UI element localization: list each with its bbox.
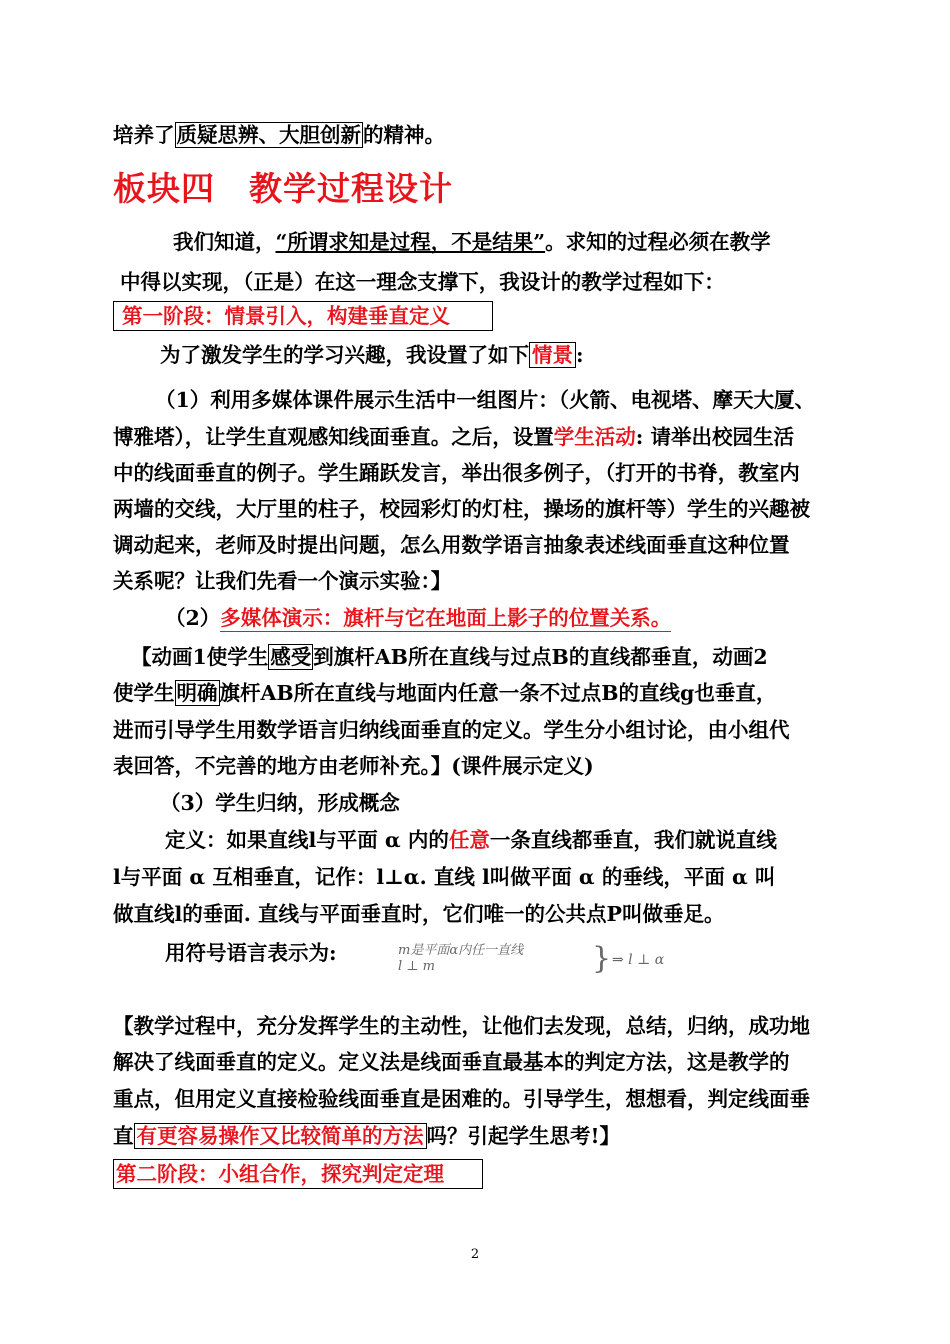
formula-image <box>398 941 688 980</box>
para1-line1 <box>173 229 771 255</box>
formula-line2: l ⊥ m <box>398 959 435 974</box>
para5-line3: 进而引导学生用数学语言归纳线面垂直的定义。学生分小组讨论，由小组代 <box>113 718 790 742</box>
para9-boxed-red-text: 有更容易操作又比较简单的方法 <box>134 1123 427 1149</box>
intro-text-before: 培养了 <box>113 123 175 147</box>
para7-text-b: 一条直线都垂直，我们就说直线 <box>489 828 777 852</box>
intro-text-after: 的精神。 <box>363 123 445 147</box>
para2-text: 为了激发学生的学习兴趣，我设置了如下 <box>160 343 529 367</box>
formula-brace: } <box>592 941 612 976</box>
para7-red-text: 任意 <box>448 828 490 852</box>
para8-line: 用符号语言表示为: <box>165 941 337 965</box>
para5-text-b: 到旗杆AB所在直线与过点B的直线都垂直，动画2 <box>313 645 768 669</box>
para4-line <box>165 605 671 631</box>
para3-red-text: 学生活动 <box>553 425 636 449</box>
para7-line2: l与平面 α 互相垂直，记作：l⊥α. 直线 l叫做平面 α 的垂线，平面 α 叫 <box>113 865 776 889</box>
para9-text-b: 吗？引起学生思考!】 <box>426 1124 620 1148</box>
para5-line1 <box>131 644 768 670</box>
para2-boxed-text: 情景 <box>529 342 576 368</box>
para3-text-b: : 请举出校园生活 <box>635 425 794 449</box>
para9-line2: 解决了线面垂直的定义。定义法是线面垂直最基本的判定方法，这是教学的 <box>113 1050 790 1074</box>
para5-line4: 表回答，不完善的地方由老师补充。】(课件展示定义) <box>113 754 594 778</box>
stage1-banner: 第一阶段：情景引入，构建垂直定义 <box>113 301 493 331</box>
para6-line: （3）学生归纳，形成概念 <box>160 791 400 815</box>
para2-line <box>160 342 584 368</box>
para3-line4: 两墙的交线，大厅里的柱子，校园彩灯的灯柱，操场的旗杆等）学生的兴趣被 <box>113 497 810 521</box>
para7-line3: 做直线l的垂面. 直线与平面垂直时，它们唯一的公共点P叫做垂足。 <box>113 902 725 926</box>
formula-line1: m是平面α内任一直线 <box>398 943 524 958</box>
para9-line1: 【教学过程中，充分发挥学生的主动性，让他们去发现，总结，归纳，成功地 <box>113 1014 810 1038</box>
para7-text-a: 定义：如果直线l与平面 α 内的 <box>165 828 449 852</box>
page-number: 2 <box>470 1247 480 1262</box>
para1-text-a: 我们知道， <box>173 230 276 254</box>
para3-line1: （1）利用多媒体课件展示生活中一组图片：（火箭、电视塔、摩天大厦、 <box>155 388 816 412</box>
para3-text-a: 博雅塔），让学生直观感知线面垂直。之后，设置 <box>113 425 554 449</box>
para9-line3: 重点，但用定义直接检验线面垂直是困难的。引导学生，想想看，判定线面垂 <box>113 1087 810 1111</box>
para3-line6: 关系呢？让我们先看一个演示实验：】 <box>113 569 452 593</box>
para5-boxed-1: 感受 <box>270 645 312 669</box>
para3-line2 <box>113 424 794 450</box>
para2-colon: : <box>576 343 584 367</box>
para5-line2 <box>113 680 776 706</box>
para3-line5: 调动起来，老师及时提出问题，怎么用数学语言抽象表述线面垂直这种位置 <box>113 533 790 557</box>
formula-result: ⇒ l ⊥ α <box>612 952 665 968</box>
para7-line1 <box>165 827 777 853</box>
para4-red-text: 多媒体演示：旗杆与它在地面上影子的位置关系。 <box>220 606 672 630</box>
para9-text-a: 直 <box>113 1124 134 1148</box>
section-heading: 板块四 教学过程设计 <box>113 169 453 208</box>
para9-line4 <box>113 1123 620 1149</box>
intro-line <box>113 122 445 148</box>
para1-quote: “所谓求知是过程，不是结果” <box>275 230 546 254</box>
stage2-banner: 第二阶段：小组合作，探究判定定理 <box>113 1159 483 1189</box>
para5-text-c: 使学生 <box>113 681 175 705</box>
para5-text-d: 旗杆AB所在直线与地面内任意一条不过点B的直线g也垂直， <box>219 681 777 705</box>
para5-boxed-2: 明确 <box>176 681 218 705</box>
para1-line2: 中得以实现，（正是）在这一理念支撑下，我设计的教学过程如下： <box>120 270 725 294</box>
para4-number: （2） <box>165 606 221 630</box>
para5-text-a: 【动画1使学生 <box>131 645 269 669</box>
intro-boxed-text: 质疑思辨、大胆创新 <box>176 123 361 147</box>
para1-text-b: 。求知的过程必须在教学 <box>545 230 771 254</box>
para3-line3: 中的线面垂直的例子。学生踊跃发言，举出很多例子，（打开的书脊，教室内 <box>113 461 800 485</box>
